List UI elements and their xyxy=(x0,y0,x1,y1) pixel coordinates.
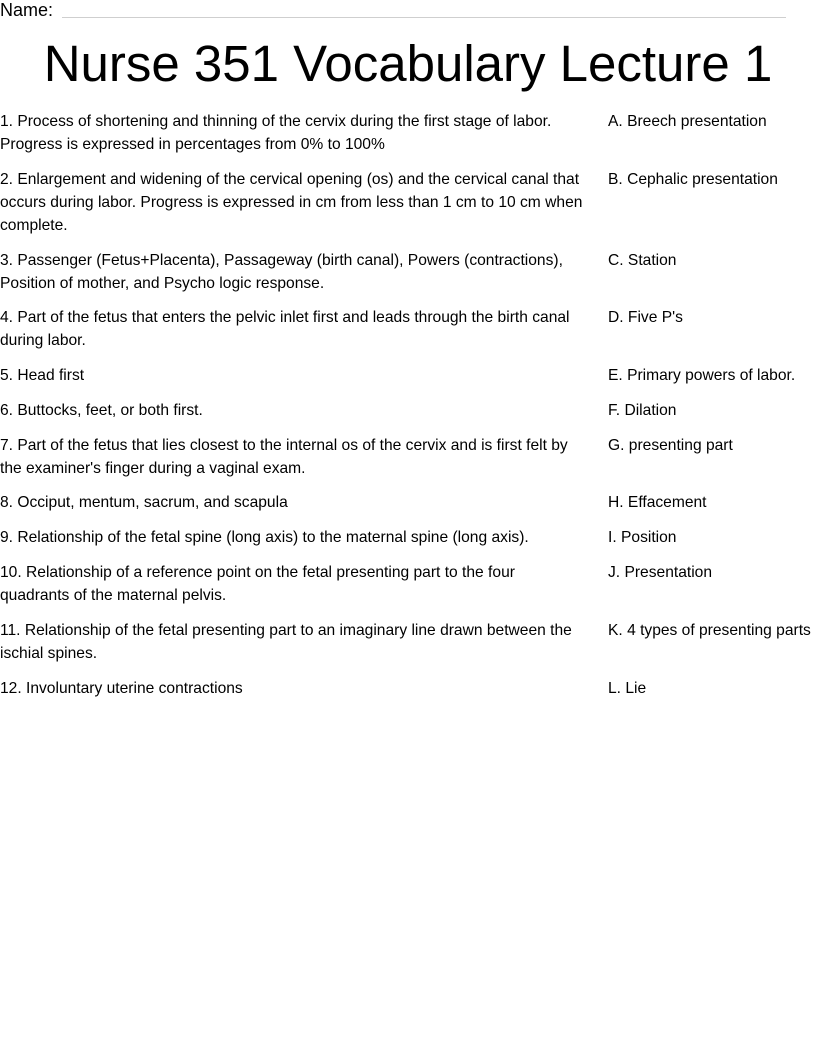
clue-9: 9. Relationship of the fetal spine (long axis) to the maternal spine (long axis). xyxy=(0,529,529,546)
answer-k: K. 4 types of presenting parts xyxy=(608,622,811,639)
answer-e: E. Primary powers of labor. xyxy=(608,367,796,384)
clue-6: 6. Buttocks, feet, or both first. xyxy=(0,402,203,419)
clue-11: 11. Relationship of the fetal presenting part to an imaginary line drawn between the ischial spines. xyxy=(0,622,572,662)
answer-i: I. Position xyxy=(608,529,677,546)
clue-4: 4. Part of the fetus that enters the pelvic inlet first and leads through the birth canal during labor. xyxy=(0,309,570,349)
answer-h: H. Effacement xyxy=(608,494,707,511)
name-field-row xyxy=(0,0,800,22)
clue-2: 2. Enlargement and widening of the cervical opening (os) and the cervical canal that occurs during labor. Progress is expressed in cm from less than 1 cm to 10 cm when complete. xyxy=(0,171,583,234)
name-label: Name: xyxy=(0,0,54,20)
clue-12: 12. Involuntary uterine contractions xyxy=(0,680,243,697)
answer-g: G. presenting part xyxy=(608,437,733,454)
answer-b: B. Cephalic presentation xyxy=(608,171,778,188)
answer-l: L. Lie xyxy=(608,680,647,697)
answer-d: D. Five P's xyxy=(608,309,683,326)
clue-1: 1. Process of shortening and thinning of the cervix during the first stage of labor. Progress is expressed in percentages from 0% to 100% xyxy=(0,113,552,153)
clue-8: 8. Occiput, mentum, sacrum, and scapula xyxy=(0,494,288,511)
answer-f: F. Dilation xyxy=(608,402,677,419)
answer-c: C. Station xyxy=(608,252,677,269)
clue-3: 3. Passenger (Fetus+Placenta), Passageway (birth canal), Powers (contractions), Position of mother, and Psycho logic response. xyxy=(0,252,563,292)
answer-a: A. Breech presentation xyxy=(608,113,767,130)
name-blank-line[interactable] xyxy=(62,17,786,18)
page-title: Nurse 351 Vocabulary Lecture 1 xyxy=(43,35,773,92)
clue-5: 5. Head first xyxy=(0,367,85,384)
answer-j: J. Presentation xyxy=(608,564,713,581)
clue-7: 7. Part of the fetus that lies closest to the internal os of the cervix and is first felt by the examiner's finger during a vaginal exam. xyxy=(0,437,568,477)
clue-10: 10. Relationship of a reference point on the fetal presenting part to the four quadrants of the maternal pelvis. xyxy=(0,564,515,604)
